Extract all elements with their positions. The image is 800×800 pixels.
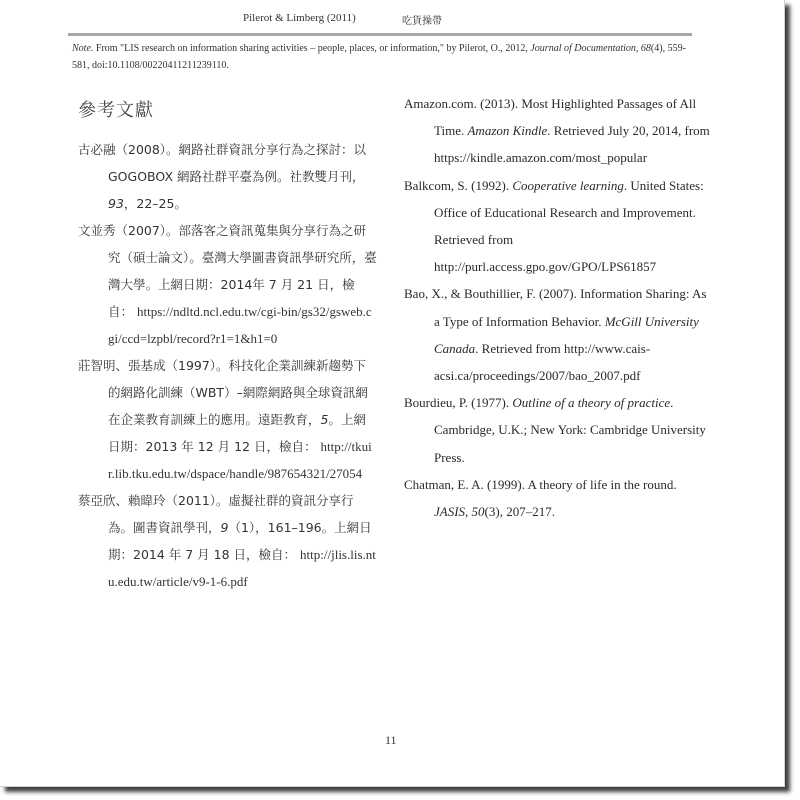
reference-entry — [78, 136, 378, 217]
reference-text: Balkcom, S. (1992). — [404, 177, 513, 193]
table-note — [72, 40, 702, 74]
reference-volume: 9 — [220, 520, 229, 535]
reference-tail: (3), 207–217. — [484, 504, 555, 520]
reference-tail: . Retrieved from http://www.cais-acsi.ca/proceedings/2007/bao_2007.pdf — [434, 340, 651, 384]
running-head-cjk: 吃貨操帶 — [402, 16, 442, 27]
reference-entry — [78, 217, 378, 352]
reference-title: Cooperative learning — [512, 177, 624, 193]
reference-volume: 93 — [108, 196, 124, 211]
reference-text: 古必融（2008）。網路社群資訊分享行為之探討：以 GOGOBOX 網路社群平臺為例。社教雙月刊， — [78, 142, 367, 184]
reference-tail: . Cambridge, U.K.; New York: Cambridge University Press. — [434, 395, 706, 465]
reference-tail: （1），161–196。上網日期：2014 年 7 月 18 日，檢自： — [108, 520, 372, 562]
note-journal: Journal of Documentation, 68 — [530, 43, 651, 54]
reference-entry — [404, 90, 714, 172]
reference-url[interactable]: https://ndltd.ncl.edu.tw/cgi-bin/gs32/gsweb.cgi/ccd=lzpbl/record?r1=1&h1=0 — [108, 304, 372, 346]
reference-entry — [404, 172, 714, 281]
reference-tail: . Retrieved July 20, 2014, from https://kindle.amazon.com/most_popular — [434, 123, 710, 166]
reference-tail: ，22–25。 — [123, 196, 187, 211]
reference-text: 文並秀（2007）。部落客之資訊蒐集與分享行為之研究（碩士論文）。臺灣大學圖書資訊學研究所，臺灣大學。上網日期：2014年 7 月 21 日，檢自： — [78, 223, 377, 319]
note-prefix: Note. — [72, 43, 94, 54]
reference-source: Amazon Kindle — [467, 123, 548, 139]
reference-entry — [404, 280, 714, 389]
header-rule — [68, 33, 692, 36]
right-column — [404, 90, 714, 525]
references-heading: 參考文獻 — [78, 100, 154, 121]
reference-text: 蔡亞欣、賴暐玲（2011）。虛擬社群的資訊分享行為。圖書資訊學刊， — [78, 493, 354, 535]
reference-source: McGill University Canada — [434, 313, 699, 356]
reference-text: Bao, X., & Bouthillier, F. (2007). Information Sharing: As a Type of Information Behavior. — [404, 286, 707, 329]
reference-volume: 5 — [320, 412, 329, 427]
reference-text: 莊智明、張基成（1997）。科技化企業訓練新趨勢下的網路化訓練（WBT）–網際網路與全球資訊網在企業教育訓練上的應用。遠距教育， — [78, 358, 368, 427]
reference-text: Chatman, E. A. (1999). A theory of life in the round. — [404, 476, 677, 492]
reference-title: Outline of a theory of practice — [512, 395, 671, 411]
reference-entry — [404, 389, 714, 471]
reference-text: Amazon.com. (2013). Most Highlighted Passages of All Time. — [404, 96, 697, 139]
reference-journal: JASIS, 50 — [434, 504, 485, 520]
reference-url[interactable]: http://jlis.lis.ntu.edu.tw/article/v9-1-6.pdf — [108, 547, 376, 589]
reference-text: Bourdieu, P. (1977). — [404, 395, 513, 411]
reference-tail: . United States: Office of Educational Research and Improvement. Retrieved from http://purl.access.gpo.gov/GPO/LPS61857 — [434, 177, 704, 275]
reference-tail: 。上網日期：2013 年 12 月 12 日，檢自： — [108, 412, 366, 454]
note-text: From "LIS research on information sharing activities – people, places, or information," by Pilerot, O., 2012, — [93, 43, 531, 54]
reference-entry — [404, 471, 714, 525]
left-column — [78, 90, 378, 595]
reference-url[interactable]: http://tkuir.lib.tku.edu.tw/dspace/handle/987654321/27054 — [108, 439, 372, 481]
running-head-author: Pilerot & Limberg (2011) — [243, 12, 356, 24]
note-tail: (4), 559-581, doi:10.1108/00220411211239110. — [72, 43, 686, 71]
reference-entry — [78, 352, 378, 487]
reference-entry — [78, 487, 378, 595]
page-number: 11 — [385, 733, 397, 747]
